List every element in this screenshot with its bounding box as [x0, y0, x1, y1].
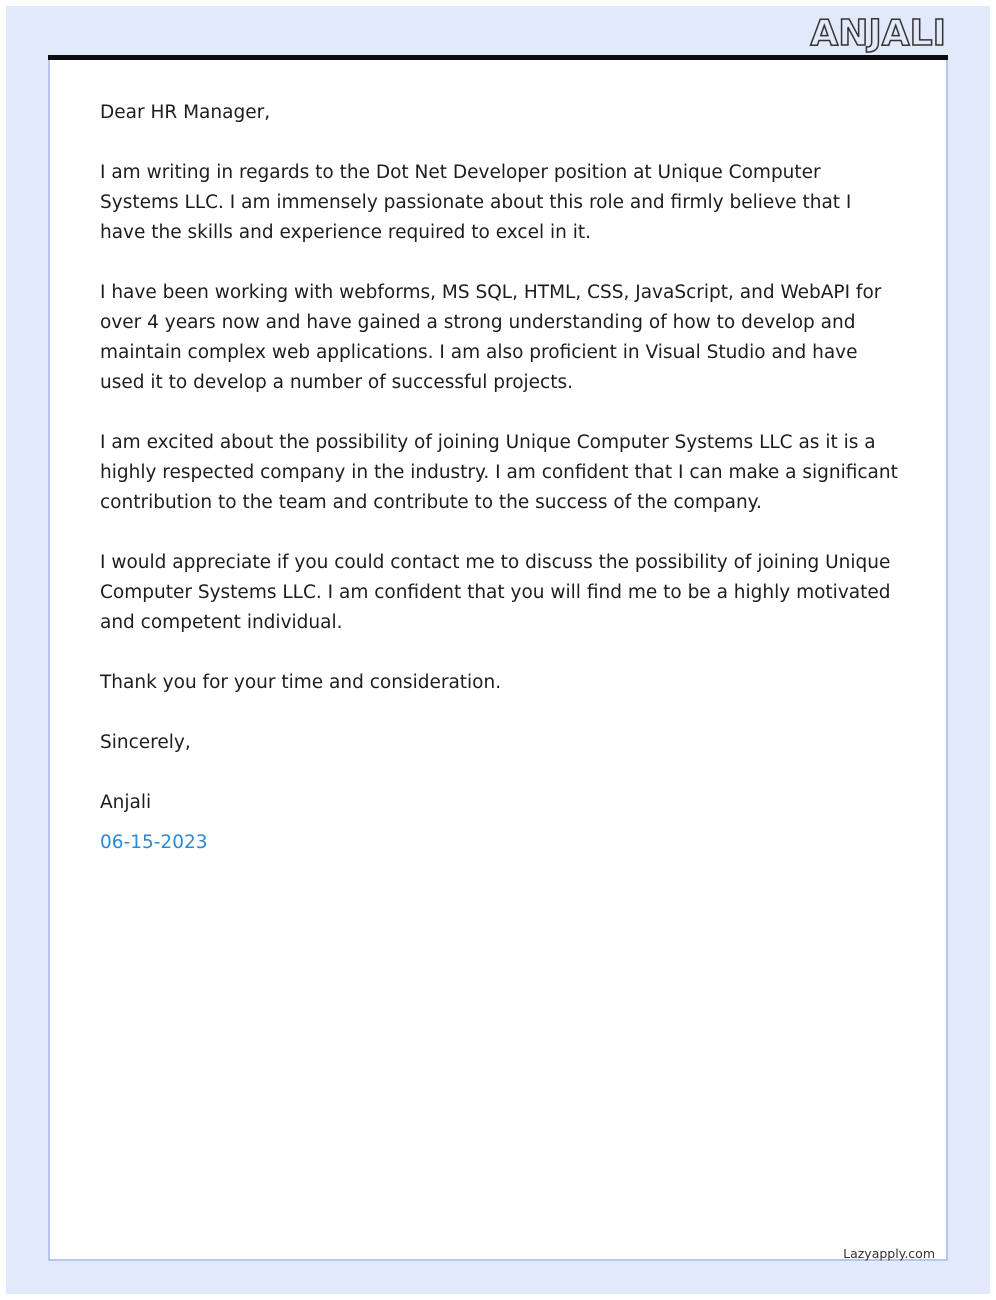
- paragraph-thanks: Thank you for your time and consideration.: [100, 672, 502, 693]
- signature-name: Anjali: [100, 792, 152, 813]
- cover-letter-body: [100, 98, 900, 888]
- letter-date: 06-15-2023: [100, 832, 208, 853]
- footer-credit: Lazyapply.com: [843, 1246, 935, 1261]
- header-rule: [48, 55, 948, 60]
- salutation: Dear HR Manager,: [100, 102, 271, 123]
- paragraph-intro: I am writing in regards to the Dot Net Developer position at Unique Computer Systems LLC. I am immensely passionate about this role and firmly believe that I have the skills and experience required to excel in it.: [100, 162, 852, 243]
- paragraph-company: I am excited about the possibility of joining Unique Computer Systems LLC as it is a highly respected company in the industry. I am confident that I can make a significant contribution to the team and contribute to the success of the company.: [100, 432, 898, 513]
- applicant-name-header: ANJALI: [810, 13, 946, 54]
- paragraph-contact: I would appreciate if you could contact me to discuss the possibility of joining Unique Computer Systems LLC. I am confident that you will find me to be a highly motivated and competent individual.: [100, 552, 891, 633]
- paragraph-experience: I have been working with webforms, MS SQL, HTML, CSS, JavaScript, and WebAPI for over 4 years now and have gained a strong understanding of how to develop and maintain complex web applications. I am also proficient in Visual Studio and have used it to develop a number of successful projects.: [100, 282, 882, 393]
- closing: Sincerely,: [100, 732, 191, 753]
